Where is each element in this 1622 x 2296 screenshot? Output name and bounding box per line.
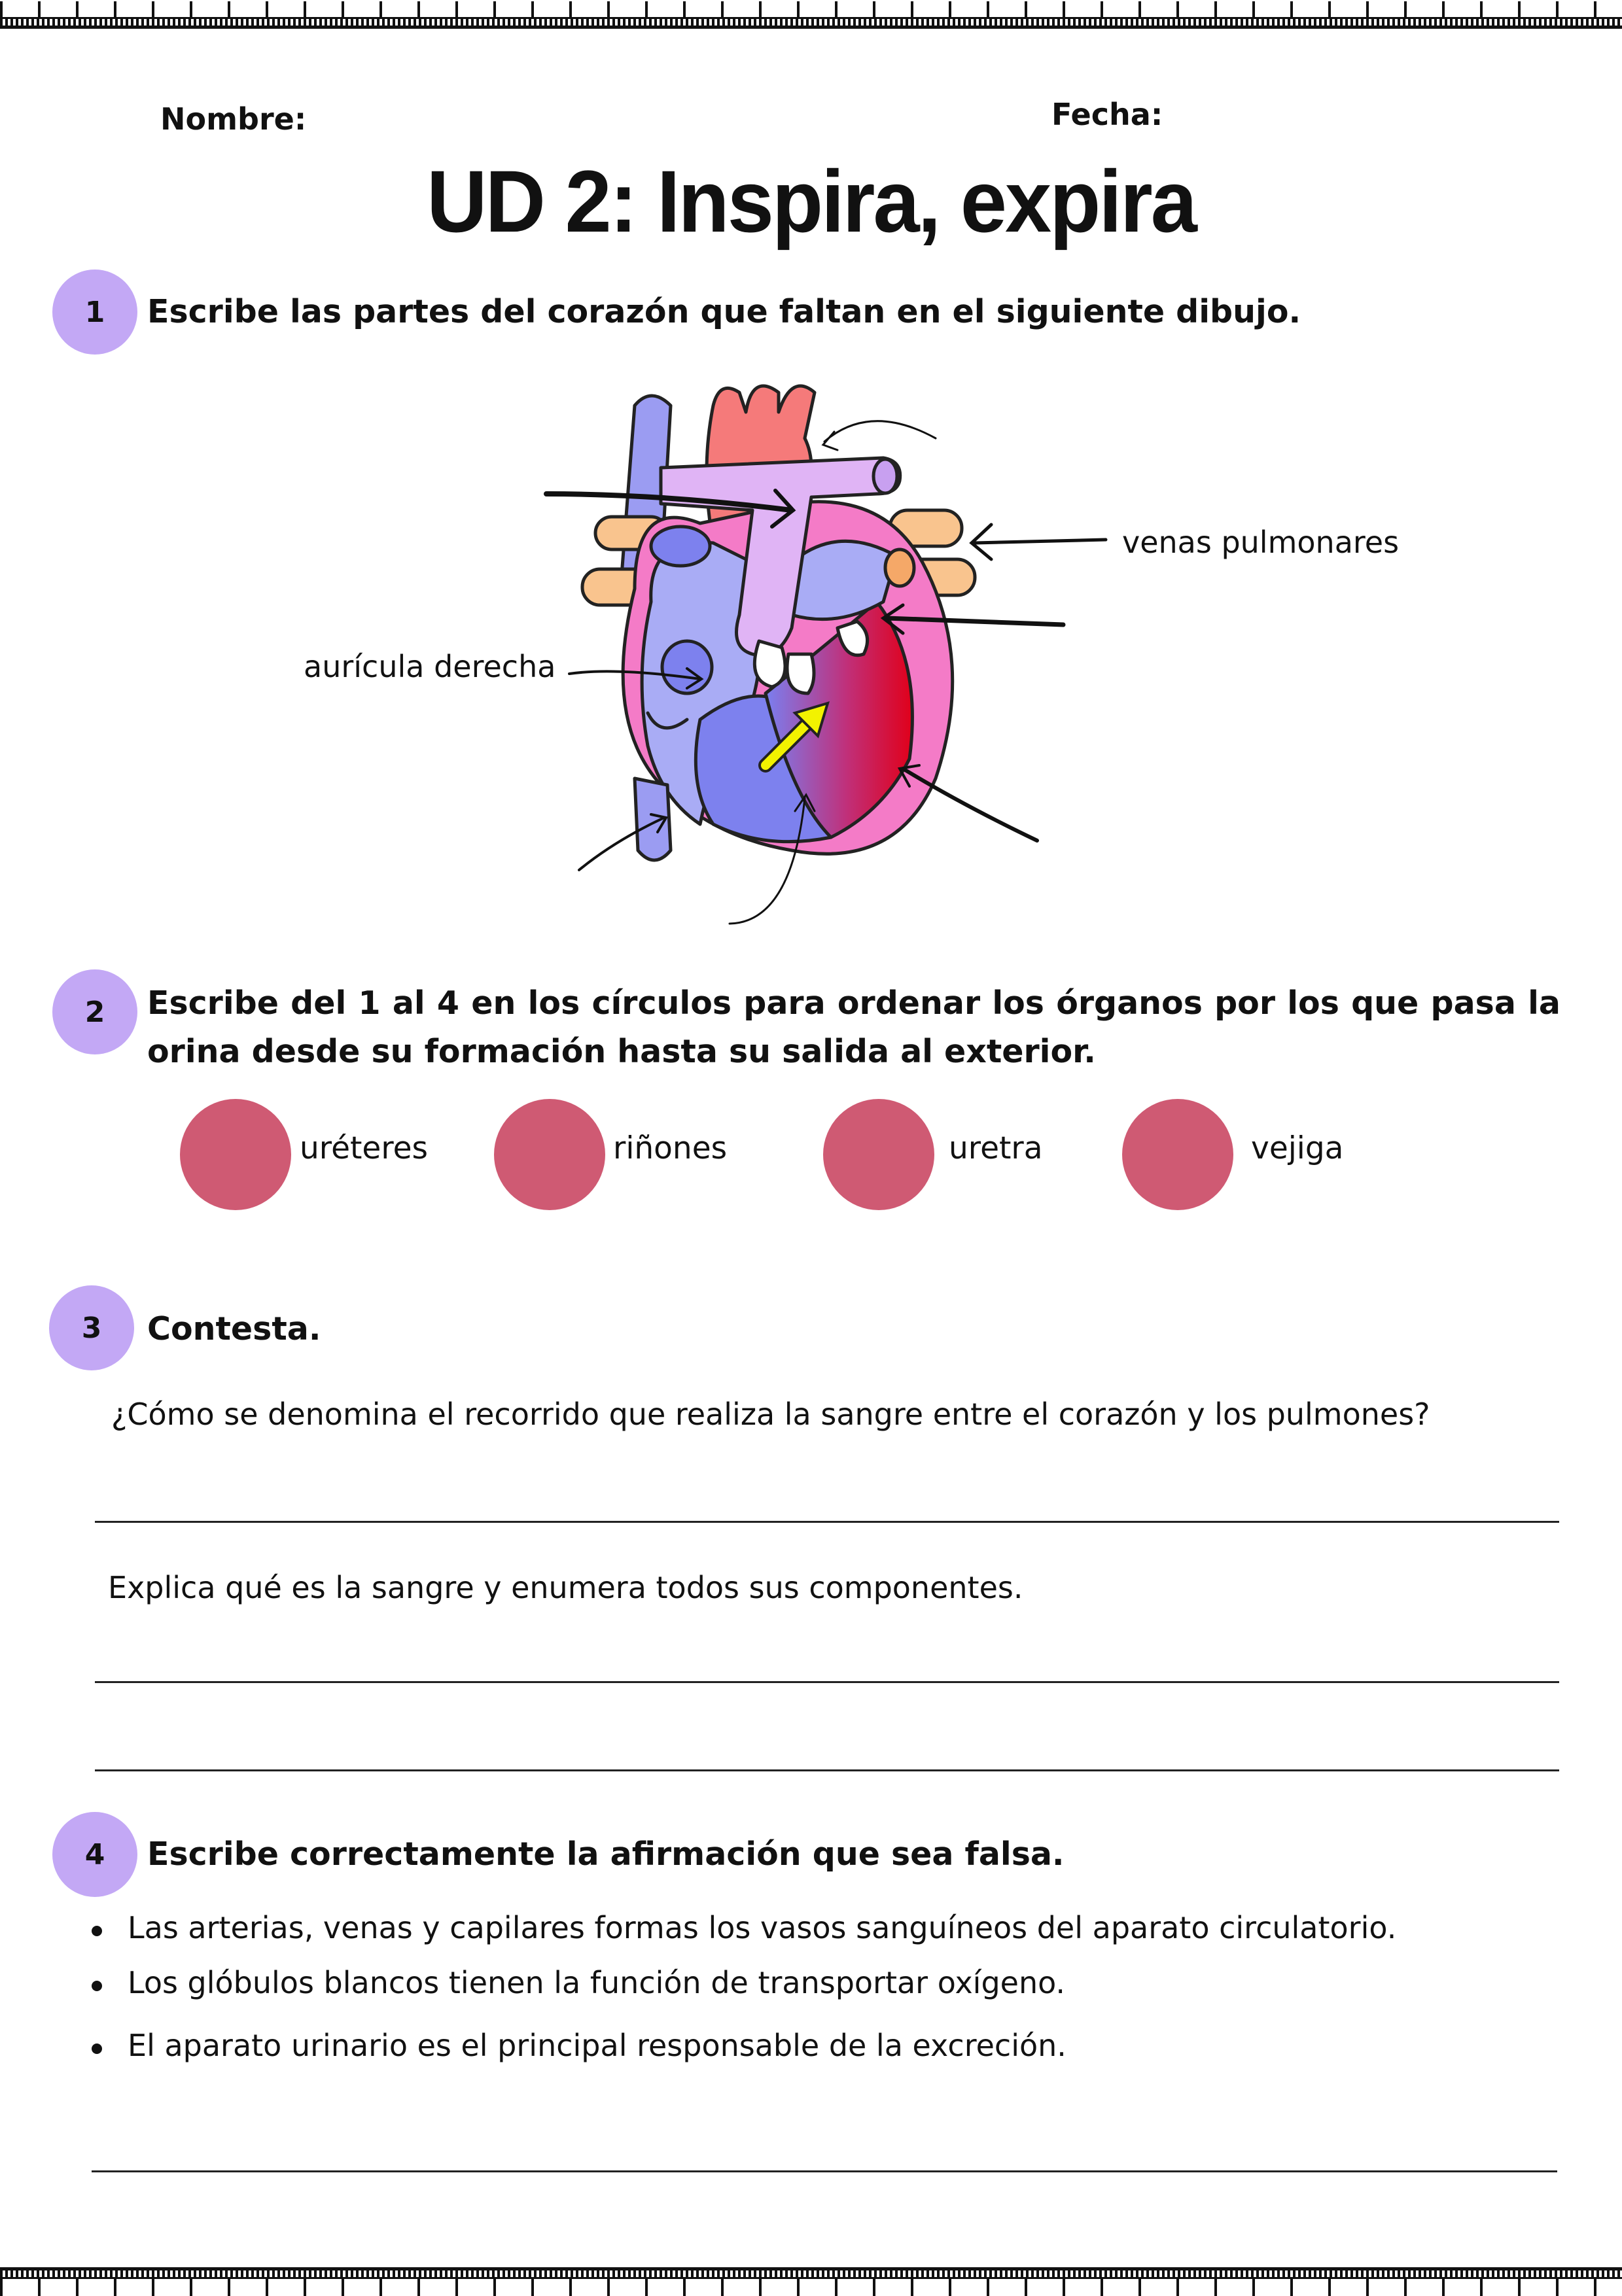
sub-question-2: Explica qué es la sangre y enumera todos sus componentes.: [108, 1570, 1023, 1605]
heart-diagram: [294, 353, 1446, 942]
name-label: Nombre:: [160, 101, 307, 137]
organ-label-vejiga: vejiga: [1251, 1130, 1344, 1166]
statement-item: El aparato urinario es el principal responsable de la excreción.: [92, 2028, 1396, 2063]
question-number-1: 1: [52, 270, 137, 355]
top-border: [0, 0, 1622, 39]
organ-label-ureteres: uréteres: [300, 1130, 429, 1166]
sub-question-1: ¿Cómo se denomina el recorrido que realiza la sangre entre el corazón y los pulmones?: [111, 1397, 1430, 1432]
order-circle-4[interactable]: [1122, 1099, 1233, 1210]
answer-line-1[interactable]: [95, 1521, 1559, 1523]
statement-item: Las arterias, venas y capilares formas los vasos sanguíneos del aparato circulatorio.: [92, 1910, 1396, 1945]
question-4-title: Escribe correctamente la afirmación que sea falsa.: [147, 1835, 1065, 1873]
statement-list: [92, 1910, 1396, 2063]
question-1-title: Escribe las partes del corazón que faltan en el siguiente dibujo.: [147, 293, 1301, 330]
question-number-4: 4: [52, 1812, 137, 1897]
order-circle-2[interactable]: [494, 1099, 605, 1210]
statement-item: Los glóbulos blancos tienen la función de transportar oxígeno.: [92, 1965, 1396, 2000]
organ-label-rinones: riñones: [613, 1130, 728, 1166]
bottom-border: [0, 2257, 1622, 2296]
question-2-title: Escribe del 1 al 4 en los círculos para ordenar los órganos por los que pasa la orina desde su formación hasta su salida al exterior.: [147, 984, 1560, 1070]
label-pulmonary-veins: venas pulmonares: [1122, 525, 1400, 560]
order-circle-1[interactable]: [180, 1099, 291, 1210]
answer-line-4[interactable]: [92, 2170, 1557, 2172]
label-right-atrium: aurícula derecha: [304, 649, 556, 684]
date-label: Fecha:: [1051, 97, 1163, 132]
organ-label-uretra: uretra: [949, 1130, 1043, 1166]
question-number-3: 3: [49, 1285, 134, 1370]
answer-line-2[interactable]: [95, 1681, 1559, 1683]
page-title: UD 2: Inspira, expira: [427, 152, 1195, 251]
question-number-2: 2: [52, 969, 137, 1054]
question-3-title: Contesta.: [147, 1310, 321, 1348]
answer-line-3[interactable]: [95, 1769, 1559, 1771]
heart-illustration: [294, 353, 1446, 942]
order-circle-3[interactable]: [823, 1099, 934, 1210]
